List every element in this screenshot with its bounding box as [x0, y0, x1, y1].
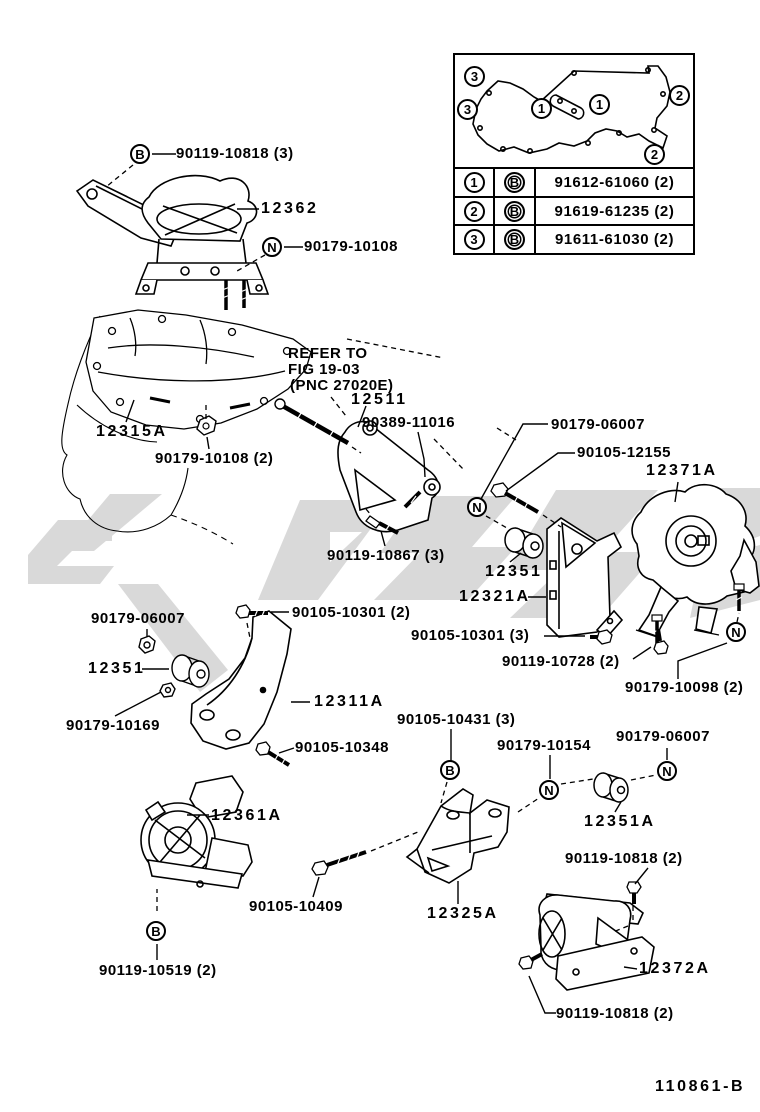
- note-refer-to: REFER TO: [288, 345, 368, 362]
- part-label-12315A: 12315A: [96, 423, 168, 440]
- legend-part-number: 91619-61235 (2): [554, 202, 675, 220]
- marker-nut-n: N: [262, 237, 282, 257]
- gasket-marker-2: 2: [644, 144, 665, 165]
- part-label-90105-10348: 90105-10348: [295, 739, 389, 756]
- insulator-12361A-drawing: [141, 776, 252, 888]
- legend-code-circle: B: [504, 201, 525, 222]
- legend-row: [455, 226, 693, 253]
- part-label-90119-10818-2: 90119-10818 (2): [565, 850, 683, 867]
- part-label-12321A: 12321A: [459, 588, 531, 605]
- part-label-12372A: 12372A: [639, 960, 711, 977]
- part-label-90179-10154: 90179-10154: [497, 737, 591, 754]
- legend-part-number: 91612-61060 (2): [554, 173, 675, 191]
- part-label-90119-10818-2: 90119-10818 (2): [556, 1005, 674, 1022]
- part-label-12351: 12351: [88, 660, 146, 677]
- part-label-90119-10867-3: 90119-10867 (3): [327, 547, 445, 564]
- gasket-marker-1: 1: [531, 98, 552, 119]
- part-label-12511: 12511: [351, 391, 408, 408]
- part-label-90179-10108: 90179-10108: [304, 238, 398, 255]
- marker-nut-n: N: [539, 780, 559, 800]
- part-label-12362: 12362: [261, 200, 319, 217]
- gasket-marker-3: 3: [464, 66, 485, 87]
- part-label-90105-10301-2: 90105-10301 (2): [292, 604, 411, 621]
- part-label-90179-06007: 90179-06007: [91, 610, 185, 627]
- gasket-marker-1: 1: [589, 94, 610, 115]
- part-label-12325A: 12325A: [427, 905, 499, 922]
- part-label-12361A: 12361A: [211, 807, 283, 824]
- marker-nut-n: N: [726, 622, 746, 642]
- part-label-90105-10409: 90105-10409: [249, 898, 343, 915]
- gasket-marker-2: 2: [669, 85, 690, 106]
- bracket-12325A-drawing: [407, 789, 509, 883]
- marker-nut-n: N: [467, 497, 487, 517]
- insulator-12371A-drawing: [632, 485, 759, 643]
- marker-bolt-b: B: [130, 144, 150, 164]
- legend-code-circle: B: [504, 172, 525, 193]
- part-label-90119-10728-2: 90119-10728 (2): [502, 653, 620, 670]
- gasket-marker-3: 3: [457, 99, 478, 120]
- part-label-90389-11016: 90389-11016: [362, 414, 456, 431]
- note-pnc-27020e: (PNC 27020E): [290, 377, 394, 394]
- bracket-12315A-drawing: [86, 310, 311, 429]
- part-label-90119-10519-2: 90119-10519 (2): [99, 962, 217, 979]
- marker-bolt-b: B: [146, 921, 166, 941]
- legend-row: [455, 198, 693, 227]
- part-label-90105-12155: 90105-12155: [577, 444, 671, 461]
- part-label-90179-10098-2: 90179-10098 (2): [625, 679, 744, 696]
- part-label-90105-10301-3: 90105-10301 (3): [411, 627, 530, 644]
- part-label-90179-10108-2: 90179-10108 (2): [155, 450, 274, 467]
- legend-index-circle: 2: [464, 201, 485, 222]
- damper-12351A-drawing: [594, 773, 628, 802]
- insulator-12362-drawing: [77, 176, 268, 310]
- part-label-90179-10169: 90179-10169: [66, 717, 160, 734]
- part-label-90119-10818-3: 90119-10818 (3): [176, 145, 294, 162]
- legend-index-circle: 3: [464, 229, 485, 250]
- drawing-number: 110861-B: [655, 1078, 746, 1095]
- part-label-12311A: 12311A: [314, 693, 385, 710]
- part-label-90179-06007: 90179-06007: [551, 416, 645, 433]
- part-label-12371A: 12371A: [646, 462, 718, 479]
- insulator-12372A-drawing: [519, 882, 654, 990]
- part-label-12351: 12351: [485, 563, 543, 580]
- note-fig-19-03: FIG 19-03: [288, 361, 361, 378]
- legend-part-number: 91611-61030 (2): [554, 231, 675, 249]
- legend-row: [455, 169, 693, 198]
- part-label-90105-10431-3: 90105-10431 (3): [397, 711, 516, 728]
- legend-code-circle: B: [504, 229, 525, 250]
- marker-nut-n: N: [657, 761, 677, 781]
- bolt-10409-drawing: [312, 852, 366, 875]
- legend-index-circle: 1: [464, 172, 485, 193]
- part-label-12351A: 12351A: [584, 813, 656, 830]
- marker-bolt-b: B: [440, 760, 460, 780]
- part-label-90179-06007: 90179-06007: [616, 728, 710, 745]
